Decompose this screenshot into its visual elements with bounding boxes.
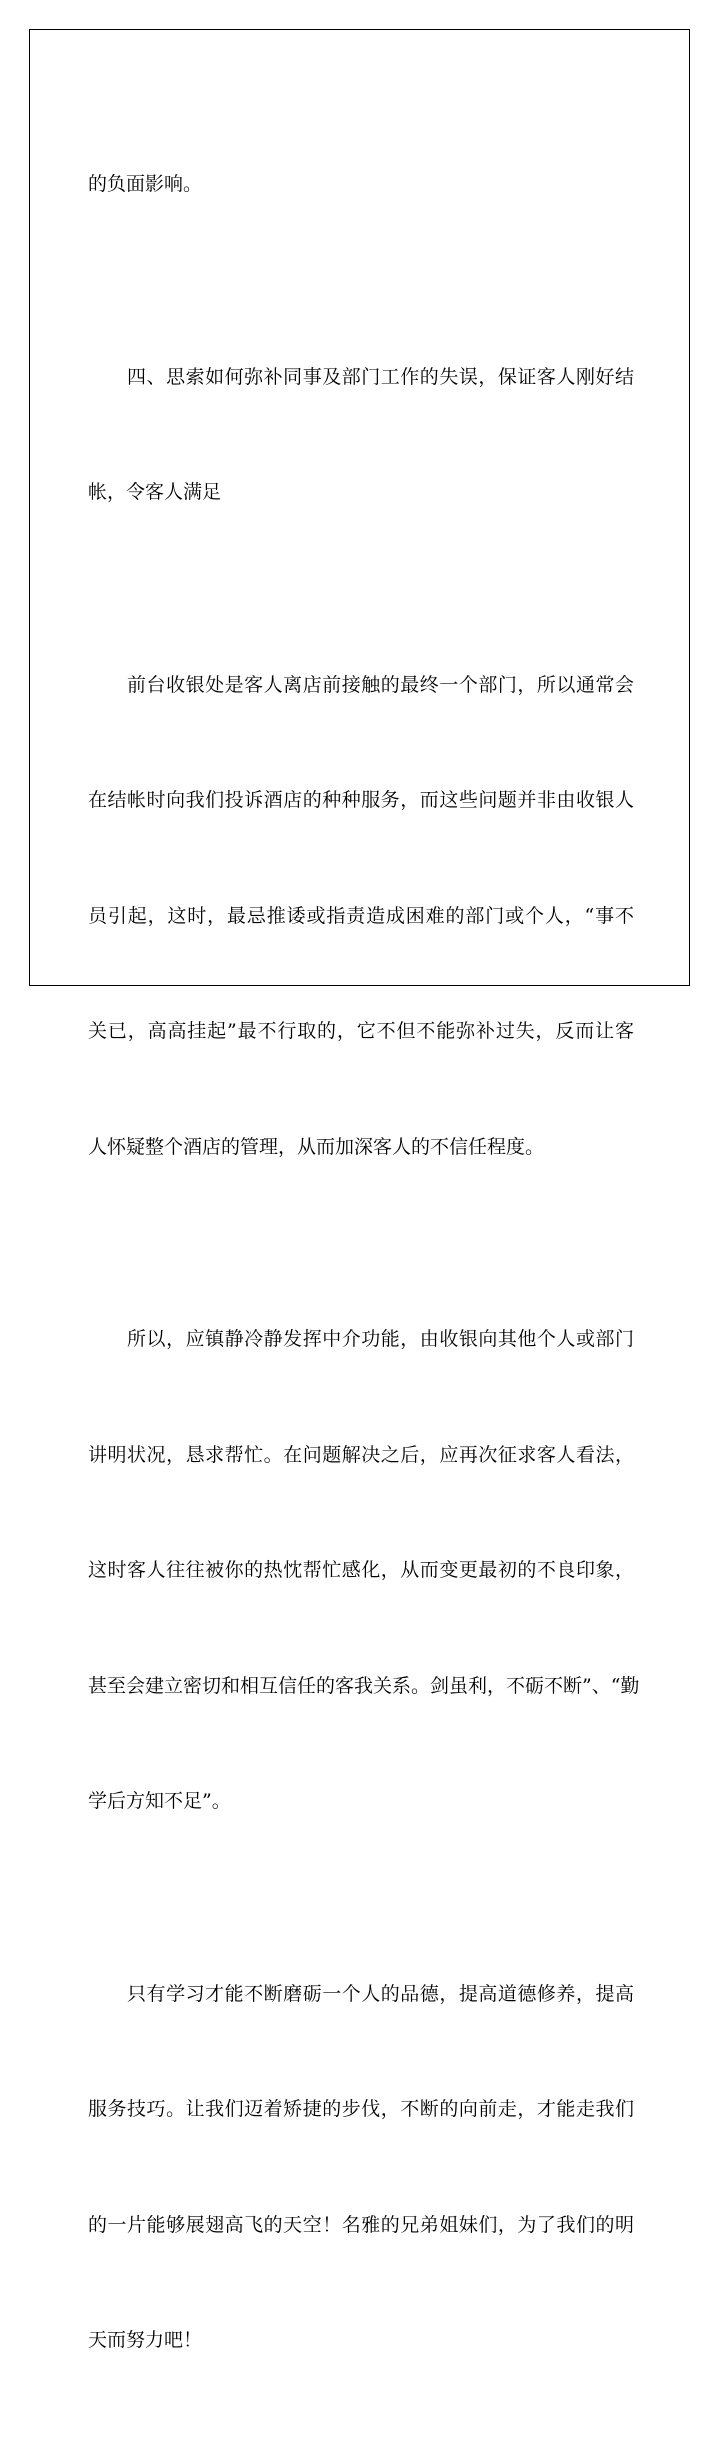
text-line: 天而努力吧！ [88,2329,203,2351]
paragraph-5 [88,1898,634,2437]
text-line: 前台收银处是客人离店前接触的最终一个部门，所以通常会 [88,673,634,696]
text-line: 帐，令客人满足 [88,481,222,503]
text-line: 在结帐时向我们投诉酒店的种种服务，而这些问题并非由收银人 [88,789,634,811]
text-line: 人怀疑整个酒店的管理，从而加深客人的不信任程度。 [88,1135,545,1158]
text-line: 的一片能够展翅高飞的天空！名雅的兄弟姐妹们，为了我们的明 [88,2213,634,2236]
text-line: 关已，高高挂起”最不行取的，它不但不能弥补过失，反而让客 [88,1020,634,1042]
text-line: 只有学习才能不断磨砺一个人的品德，提高道德修养，提高 [88,1982,634,2005]
paragraph-3 [88,589,634,1244]
document-body [88,88,640,2437]
text-line: 四、思索如何弥补同事及部门工作的失误，保证客人刚好结 [88,365,634,388]
paragraph-4 [88,1243,640,1898]
text-line: 这时客人往往被你的热忱帮忙感化，从而变更最初的不良印象， [88,1559,634,1581]
text-line: 服务技巧。让我们迈着矫捷的步伐，不断的向前走，才能走我们 [88,2098,634,2120]
text-line: 的负面影响。 [88,173,203,195]
text-line: 所以，应镇静冷静发挥中介功能，由收银向其他个人或部门 [88,1328,634,1350]
text-line: 讲明状况，恳求帮忙。在问题解决之后，应再次征求客人看法， [88,1443,634,1466]
text-line: 学后方知不足”。 [88,1790,231,1812]
text-line: 甚至会建立密切和相互信任的客我关系。剑虽利，不砺不断”、“勤 [88,1674,640,1697]
paragraph-1 [88,88,634,281]
text-line: 员引起，这时，最忌推诿或指责造成困难的部门或个人，“事不 [88,904,634,927]
paragraph-2 [88,281,634,589]
